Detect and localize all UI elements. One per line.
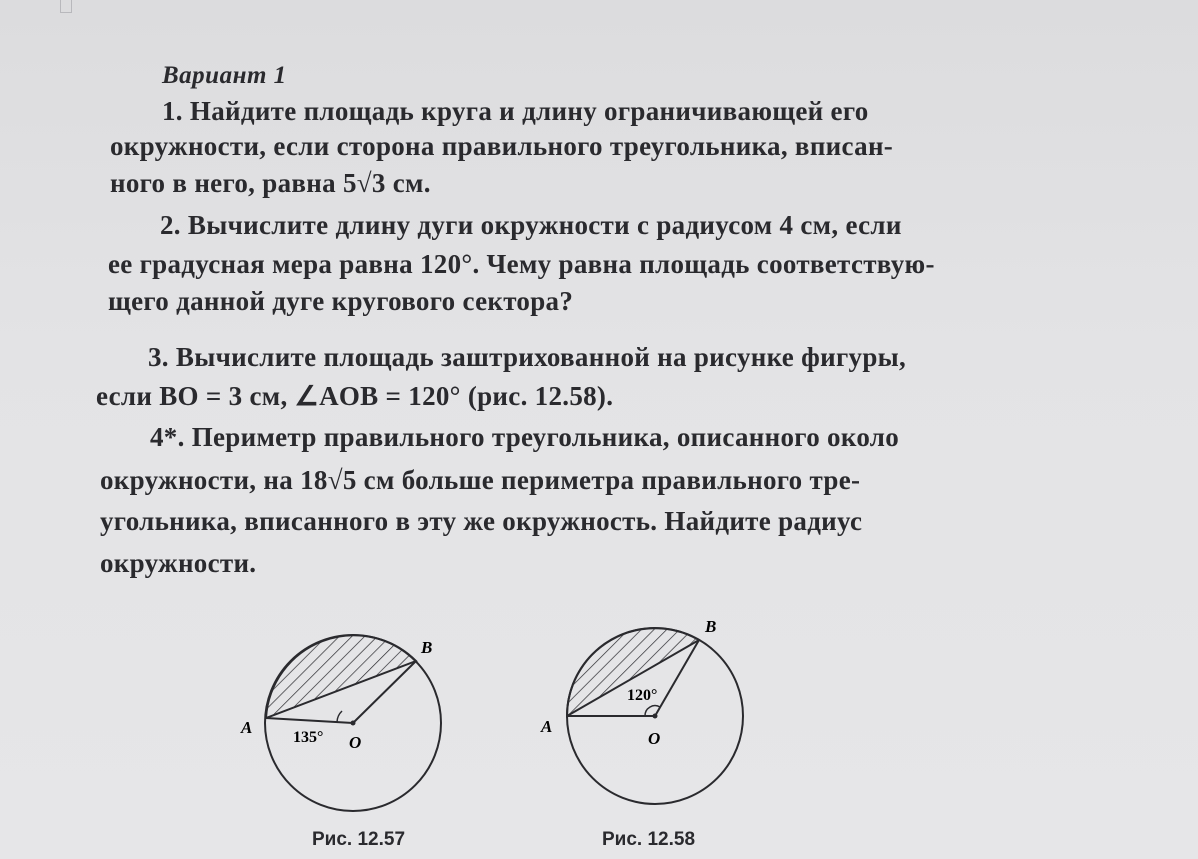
task-2-line-1: 2. Вычислите длину дуги окружности с радиусом 4 см, если bbox=[160, 210, 902, 240]
task-4-line-1: 4*. Периметр правильного треугольника, описанного около bbox=[150, 422, 900, 452]
figure-12-57 bbox=[225, 610, 485, 820]
task-3-line-1: 3. Вычислите площадь заштрихованной на рисунке фигуры, bbox=[148, 342, 907, 372]
label-a-57: A bbox=[241, 718, 253, 737]
angle-arc-57 bbox=[337, 711, 342, 722]
label-o-58: O bbox=[648, 729, 661, 748]
variant-heading: Вариант 1 bbox=[162, 62, 287, 89]
label-b-57: B bbox=[421, 638, 433, 657]
task-2-line-3: щего данной дуге кругового сектора? bbox=[108, 286, 574, 316]
label-o-57: O bbox=[349, 733, 362, 752]
page-corner-mark bbox=[60, 0, 72, 13]
caption-12-58: Рис. 12.58 bbox=[602, 829, 696, 850]
task-3-line-2: если BO = 3 см, ∠AOB = 120° (рис. 12.58). bbox=[96, 381, 614, 411]
task-4-line-4: окружности. bbox=[100, 548, 257, 578]
hatched-segment-57 bbox=[266, 635, 416, 718]
point-o-57 bbox=[351, 721, 356, 726]
caption-12-57: Рис. 12.57 bbox=[312, 829, 406, 850]
angle-label-58: 120° bbox=[627, 687, 658, 704]
task-2-line-2: ее градусная мера равна 120°. Чему равна площадь соответствую- bbox=[108, 249, 935, 279]
task-4-line-2: окружности, на 18√5 см больше периметра правильного тре- bbox=[100, 465, 861, 495]
task-1-line-1: 1. Найдите площадь круга и длину ограничивающей его bbox=[162, 96, 869, 126]
task-1-line-3: ного в него, равна 5√3 см. bbox=[110, 168, 431, 198]
label-a-58: A bbox=[541, 717, 553, 736]
point-o-58 bbox=[653, 714, 658, 719]
angle-label-57: 135° bbox=[293, 729, 324, 746]
task-1-line-2: окружности, если сторона правильного треугольника, вписан- bbox=[110, 131, 894, 161]
label-b-58: B bbox=[705, 617, 717, 636]
radius-ao-57 bbox=[266, 718, 353, 723]
figure-12-58 bbox=[535, 608, 775, 818]
task-4-line-3: угольника, вписанного в эту же окружность. Найдите радиус bbox=[100, 506, 863, 536]
